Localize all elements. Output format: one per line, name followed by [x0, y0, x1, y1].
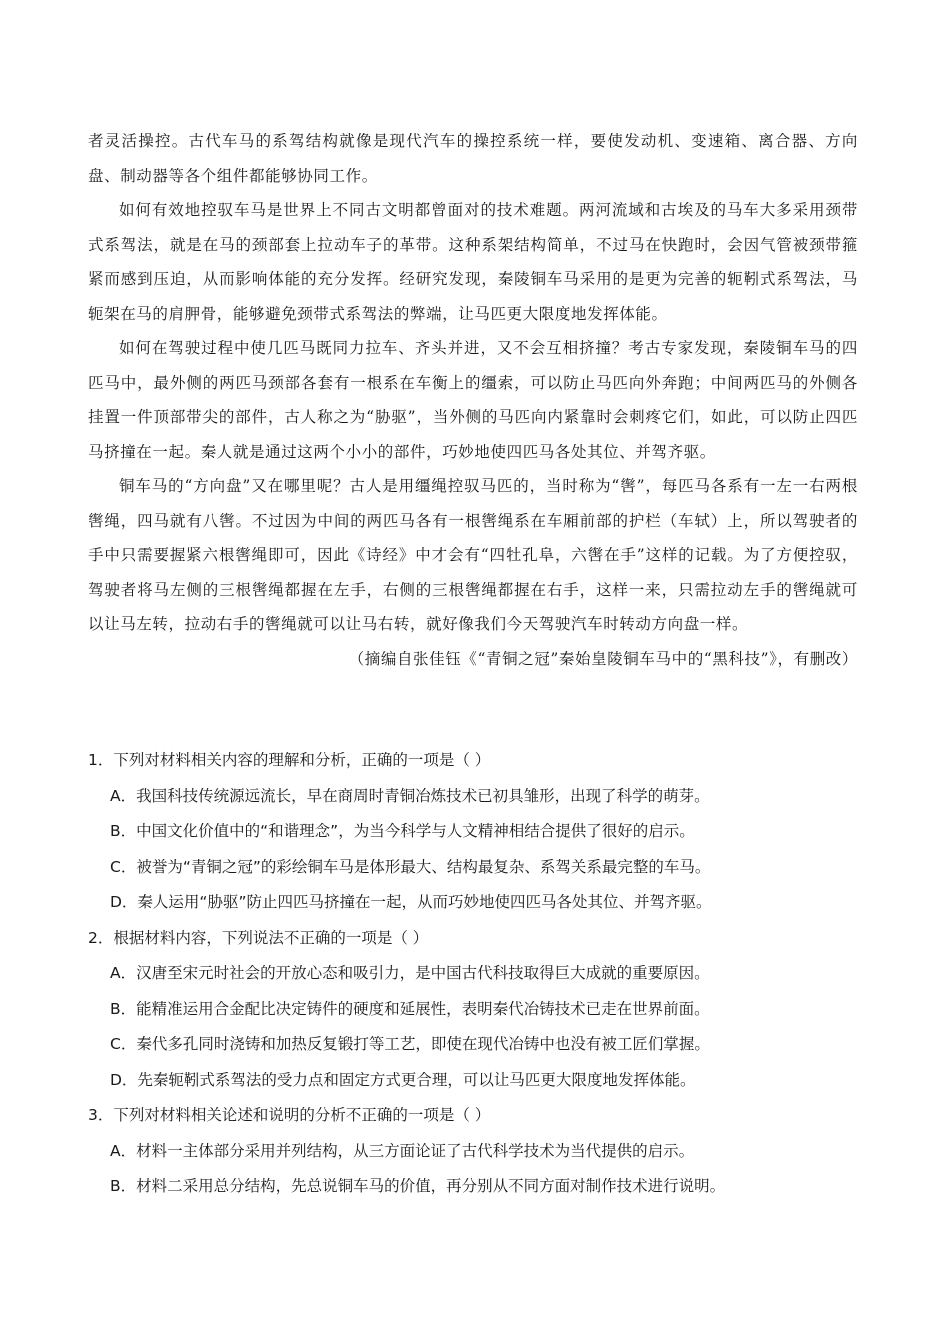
answer-option: A．材料一主体部分采用并列结构，从三方面论证了古代科学技术为当代提供的启示。: [110, 1141, 695, 1160]
passage-paragraph: 铜车马的“方向盘”又在哪里呢？古人是用缰绳控驭马匹的，当时称为“辔”，每匹马各系有一左一右两根辔绳，四马就有八辔。不过因为中间的两匹马各有一根辔绳系在车厢前部的护栏（车轼）上，所以驾驶者的手中只需要握紧六根辔绳即可，因此《诗经》中才会有“四牡孔阜，六辔在手”这样的记载。为了方便控驭，驾驶者将马左侧的三根辔绳都握在左手，右侧的三根辔绳都握在右手，这样一来，只需拉动左手的辔绳就可以让马左转，拉动右手的辔绳就可以让马右转，就好像我们今天驾驶汽车时转动方向盘一样。: [88, 477, 858, 633]
question-item: [88, 743, 868, 921]
passage-paragraph: 如何有效地控驭车马是世界上不同古文明都曾面对的技术难题。两河流域和古埃及的马车大多采用颈带式系驾法，就是在马的颈部套上拉动车子的革带。这种系架结构简单，不过马在快跑时，会因气管被颈带箍紧而感到压迫，从而影响体能的充分发挥。经研究发现，秦陵铜车马采用的是更为完善的轭靷式系驾法，马轭架在马的肩胛骨，能够避免颈带式系驾法的弊端，让马匹更大限度地发挥体能。: [88, 201, 858, 323]
answer-option: B．能精准运用合金配比决定铸件的硬度和延展性，表明秦代冶铸技术已走在世界前面。: [110, 999, 710, 1018]
passage-source: （摘编自张佳钰《“青铜之冠”秦始皇陵铜车马中的“黑科技”》，有删改）: [348, 649, 858, 668]
answer-option: B．中国文化价值中的“和谐理念”，为当今科学与人文精神相结合提供了很好的启示。: [110, 822, 695, 840]
answer-option: C．被誉为“青铜之冠”的彩绘铜车马是体形最大、结构最复杂、系驾关系最完整的车马。: [110, 857, 711, 876]
question-list: [88, 743, 868, 1205]
question-item: [88, 1098, 868, 1205]
reading-passage: [88, 124, 858, 676]
question-item: [88, 921, 868, 1099]
answer-option: A．我国科技传统源远流长，早在商周时青铜冶炼技术已初具雏形，出现了科学的萌芽。: [110, 786, 710, 805]
question-stem: 3．下列对材料相关论述和说明的分析不正确的一项是（ ）: [88, 1106, 491, 1124]
question-stem: 2．根据材料内容，下列说法不正确的一项是（ ）: [88, 928, 429, 947]
passage-paragraph: 如何在驾驶过程中使几匹马既同力拉车、齐头并进，又不会互相挤撞？考古专家发现，秦陵铜车马的四匹马中，最外侧的两匹马颈部各套有一根系在车衡上的缰索，可以防止马匹向外奔跑；中间两匹马的外侧各挂置一件顶部带尖的部件，古人称之为“胁驱”，当外侧的马匹向内紧靠时会刺疼它们，如此，可以防止四匹马挤撞在一起。秦人就是通过这两个小小的部件，巧妙地使四匹马各处其位、并驾齐驱。: [88, 339, 858, 461]
answer-option: A．汉唐至宋元时社会的开放心态和吸引力，是中国古代科技取得巨大成就的重要原因。: [110, 964, 710, 982]
passage-paragraph: 者灵活操控。古代车马的系驾结构就像是现代汽车的操控系统一样，要使发动机、变速箱、离合器、方向盘、制动器等各个组件都能够协同工作。: [88, 132, 858, 185]
answer-option: D．秦人运用“胁驱”防止四匹马挤撞在一起，从而巧妙地使四匹马各处其位、并驾齐驱。: [110, 893, 712, 911]
answer-option: D．先秦轭靷式系驾法的受力点和固定方式更合理，可以让马匹更大限度地发挥体能。: [110, 1070, 696, 1089]
answer-option: B．材料二采用总分结构，先总说铜车马的价值，再分别从不同方面对制作技术进行说明。: [110, 1177, 726, 1195]
answer-option: C．秦代多孔同时浇铸和加热反复锻打等工艺，即使在现代冶铸中也没有被工匠们掌握。: [110, 1035, 710, 1053]
question-stem: 1．下列对材料相关内容的理解和分析，正确的一项是（ ）: [88, 751, 491, 769]
